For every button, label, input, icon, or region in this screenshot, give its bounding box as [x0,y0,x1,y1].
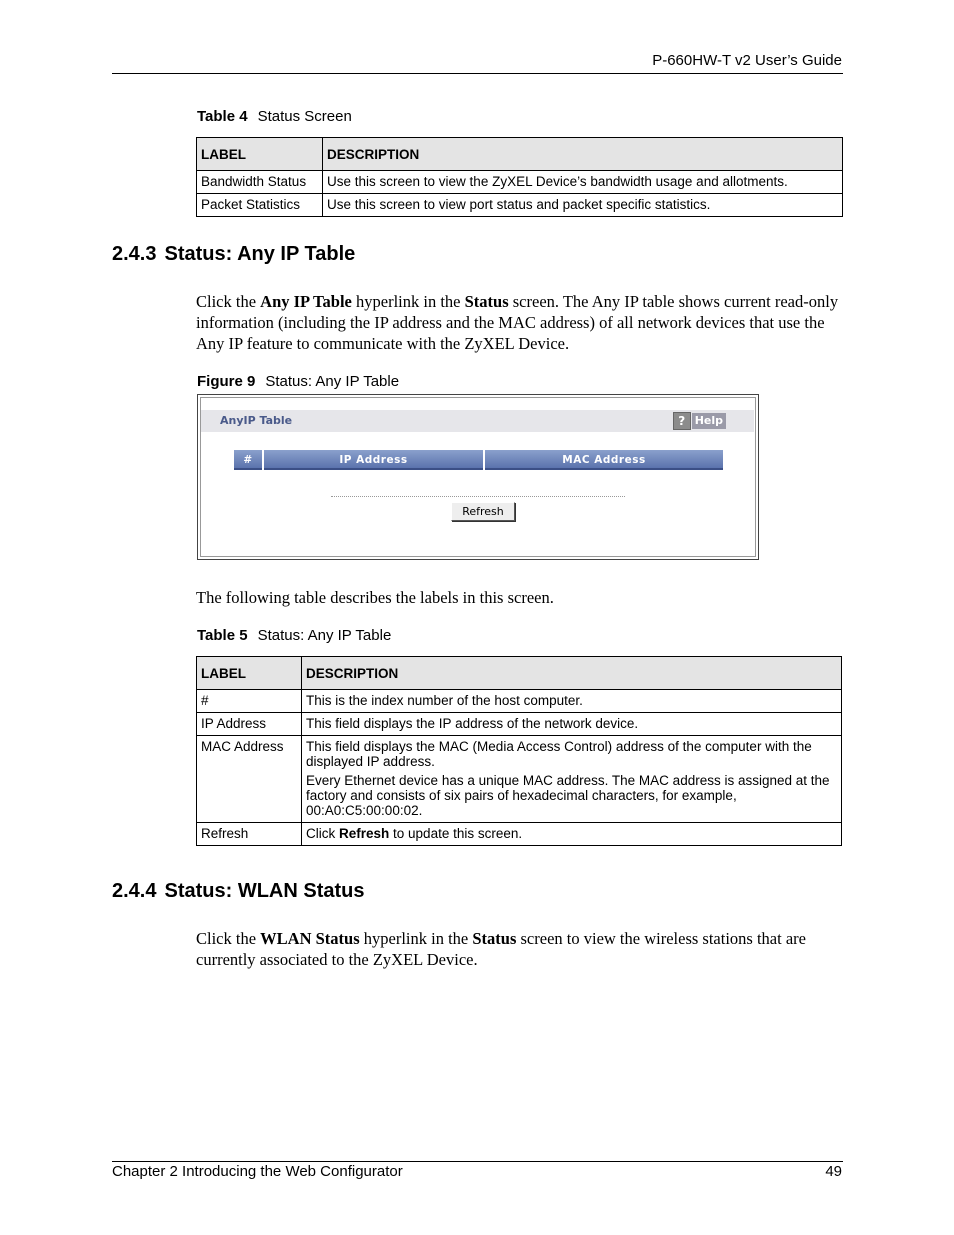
status-screen-name: Status [472,929,517,948]
help-label: Help [692,413,726,429]
row-label: IP Address [197,713,302,736]
figure9-caption [197,373,399,390]
section-heading-2-4-4 [112,880,364,903]
row-description: Use this screen to view the ZyXEL Device’s bandwidth usage and allotments. [323,171,843,194]
section-number: 2.4.3 [112,243,157,265]
header-rule [112,73,843,74]
figure9-caption-text: Status: Any IP Table [265,373,400,390]
column-header-index: # [234,450,262,470]
text-run: Click the [196,292,261,311]
col-description-header: DESCRIPTION [323,138,843,171]
figure9-caption-label: Figure 9 [197,373,256,390]
table-header-row [197,138,843,171]
column-header-mac-address: MAC Address [485,450,723,470]
row-label: Packet Statistics [197,194,323,217]
table-row [197,171,843,194]
row-label: Bandwidth Status [197,171,323,194]
description-paragraph: Every Ethernet device has a unique MAC address. The MAC address is assigned at the factory and consists of six pairs of hexadecimal characters, for example, 00:A0:C5:00:00:02. [306,773,830,818]
screen-title: AnyIP Table [220,414,293,427]
table-row [197,736,842,823]
table-row [197,823,842,846]
footer-rule [112,1161,843,1162]
row-description: This is the index number of the host computer. [302,690,842,713]
section-heading-2-4-3 [112,243,355,266]
table5-caption-label: Table 5 [197,627,248,644]
section-title: Status: Any IP Table [164,243,356,265]
description-paragraph: This field displays the MAC (Media Access Control) address of the computer with the displayed IP address. [306,739,812,769]
table-row [197,690,842,713]
table4 [196,137,843,217]
col-label-header: LABEL [197,657,302,690]
refresh-term: Refresh [339,826,390,841]
page-number: 49 [825,1163,842,1180]
text-run: hyperlink in the [351,292,465,311]
col-label-header: LABEL [197,138,323,171]
row-description: This field displays the IP address of the network device. [302,713,842,736]
wlan-status-link-name: WLAN Status [260,929,360,948]
text-run: screen to view the wireless stations that are currently associated to the ZyXEL Device. [196,929,806,969]
refresh-button[interactable]: Refresh [451,502,515,521]
question-icon: ? [673,412,691,430]
section-2-4-3-paragraph [196,291,840,354]
any-ip-table-link-name: Any IP Table [260,292,352,311]
table5-caption [197,627,391,644]
text-run: Click [306,826,339,841]
divider-line [331,496,625,497]
help-button[interactable] [673,412,726,430]
section-number: 2.4.4 [112,880,157,902]
section-title: Status: WLAN Status [164,880,365,902]
table5 [196,656,842,846]
table-header-row [197,657,842,690]
table4-caption [197,108,352,125]
status-screen-name: Status [464,292,509,311]
table5-caption-text: Status: Any IP Table [257,627,392,644]
table-row [197,713,842,736]
section-2-4-4-paragraph [196,928,840,970]
text-run: hyperlink in the [359,929,473,948]
following-table-text: The following table describes the labels in this screen. [196,588,554,607]
any-ip-table-screenshot [197,394,759,560]
text-run: to update this screen. [389,826,523,841]
guide-title: P-660HW-T v2 User’s Guide [652,52,842,69]
row-label: # [197,690,302,713]
text-run: screen. The Any IP table shows current read-only information (including the IP address and the MAC address) of all network devices that use the Any IP feature to communicate with the ZyXEL Device. [196,292,839,353]
text-run: Click the [196,929,261,948]
screen-title-bar [201,410,754,432]
row-label: Refresh [197,823,302,846]
col-description-header: DESCRIPTION [302,657,842,690]
row-label: MAC Address [197,736,302,823]
row-description [302,736,842,823]
row-description [302,823,842,846]
table-row [197,194,843,217]
table4-caption-label: Table 4 [197,108,248,125]
table4-caption-text: Status Screen [257,108,352,125]
footer-chapter: Chapter 2 Introducing the Web Configurator [112,1163,403,1180]
row-description: Use this screen to view port status and packet specific statistics. [323,194,843,217]
column-header-ip-address: IP Address [264,450,483,470]
